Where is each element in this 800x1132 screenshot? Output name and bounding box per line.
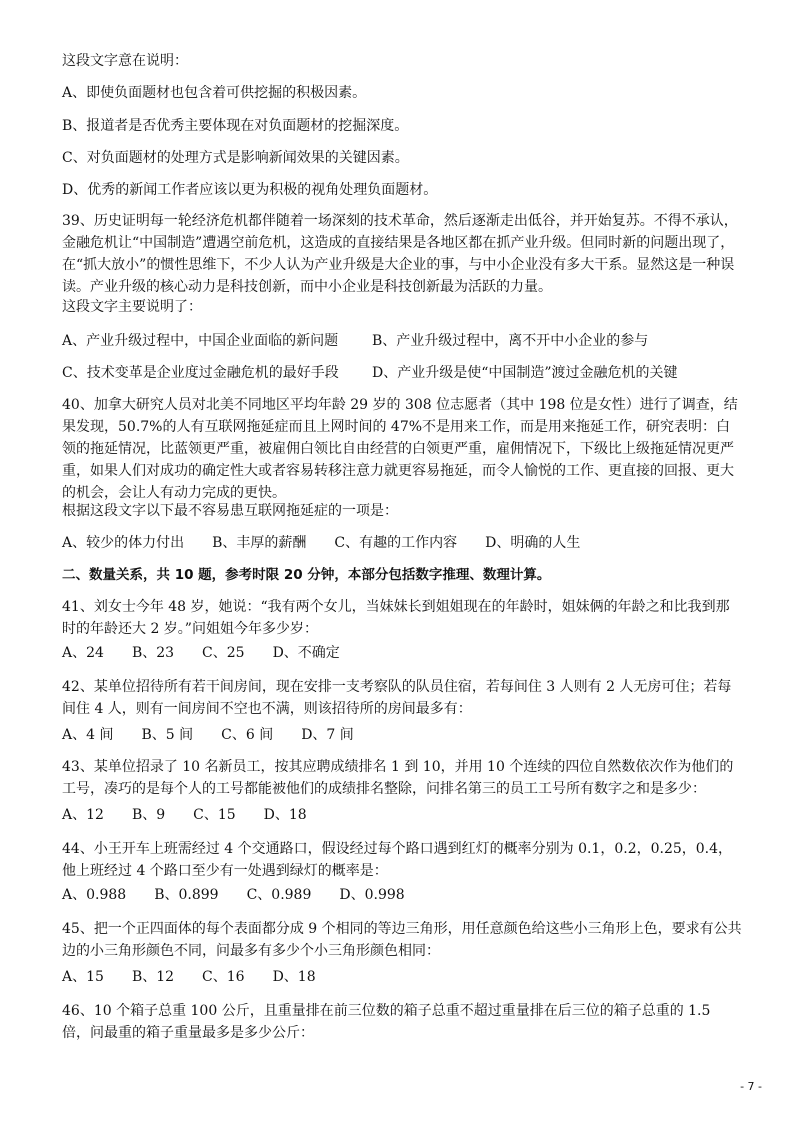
q39-option-a: A、产业升级过程中，中国企业面临的新问题 <box>62 333 339 349</box>
q44-option-b: B、0.899 <box>154 887 219 903</box>
q41-option-a: A、24 <box>62 645 104 661</box>
q38-option-b: B、报道者是否优秀主要体现在对负面题材的挖掘深度。 <box>62 118 409 134</box>
q39-options-2 <box>62 362 742 384</box>
q40-option-a: A、较少的体力付出 <box>62 535 185 551</box>
q42-option-b: B、5 间 <box>141 727 194 743</box>
q45-stem: 45、把一个正四面体的每个表面都分成 9 个相同的等边三角形，用任意颜色给这些小三角形上色，要求有公共边的小三角形颜色不同，问最多有多少个小三角形颜色相同： <box>62 921 742 959</box>
q41-option-b: B、23 <box>131 645 175 661</box>
q38-option-c: C、对负面题材的处理方式是影响新闻效果的关键因素。 <box>62 150 409 166</box>
q40-prompt: 根据这段文字以下最不容易患互联网拖延症的一项是： <box>62 503 398 519</box>
q44-option-a: A、0.988 <box>62 887 127 903</box>
q41-option-d: D、不确定 <box>272 645 340 661</box>
q44-option-c: C、0.989 <box>246 887 312 903</box>
q41-option-c: C、25 <box>202 645 245 661</box>
q40-stem: 40、加拿大研究人员对北美不同地区平均年龄 29 岁的 308 位志愿者（其中 198 位是女性）进行了调查，结果发现，50.7%的人有互联网拖延症而且上网时间的 47%不是用来工作，而是用来拖延工作，研究表明：白领的拖延情况，比蓝领更严重，被雇佣白领比自由经营的白领更严重，雇佣情况下，下级比上级拖延情况更严重，如果人们对成功的确定性大或者容易转移注意力就更容易拖延，而令人愉悦的工作、更直接的回报、更大的机会，会让人有动力完成的更快。 <box>62 397 738 501</box>
q44-option-d: D、0.998 <box>339 887 405 903</box>
section-heading: 二、数量关系，共 10 题，参考时限 20 分钟，本部分包括数字推理、数理计算。 <box>62 567 551 583</box>
q45-option-b: B、12 <box>131 969 175 985</box>
page-number: - 7 - <box>740 1080 762 1093</box>
q40-options <box>62 532 742 554</box>
q43-stem: 43、某单位招录了 10 名新员工，按其应聘成绩排名 1 到 10，并用 10 个连续的四位自然数依次作为他们的工号，凑巧的是每个人的工号都能被他们的成绩排名整除，问排名第三的员工工号所有数字之和是多少： <box>62 759 734 797</box>
q44-options <box>62 884 742 906</box>
q40-option-c: C、有趣的工作内容 <box>334 535 458 551</box>
q43-options <box>62 804 742 826</box>
q44-stem: 44、小王开车上班需经过 4 个交通路口，假设经过每个路口遇到红灯的概率分别为 0.1，0.2，0.25，0.4，他上班经过 4 个路口至少有一处遇到绿灯的概率是： <box>62 841 733 879</box>
q42-options <box>62 724 742 746</box>
q42-option-a: A、4 间 <box>62 727 114 743</box>
q42-stem: 42、某单位招待所有若干间房间，现在安排一支考察队的队员住宿，若每间住 3 人则有 2 人无房可住；若每间住 4 人，则有一间房间不空也不满，则该招待所的房间最多有： <box>62 679 732 717</box>
q42-option-c: C、6 间 <box>221 727 274 743</box>
q39-option-c: C、技术变革是企业度过金融危机的最好手段 <box>62 365 339 381</box>
q45-option-a: A、15 <box>62 969 104 985</box>
q43-option-d: D、18 <box>263 807 307 823</box>
q43-option-c: C、15 <box>193 807 236 823</box>
q45-options <box>62 966 742 988</box>
q38-option-a: A、即使负面题材也包含着可供挖掘的积极因素。 <box>62 85 367 101</box>
q41-stem: 41、刘女士今年 48 岁，她说：“我有两个女儿，当妹妹长到姐姐现在的年龄时，姐妹俩的年龄之和比我到那时的年龄还大 2 岁。”问姐姐今年多少岁： <box>62 599 730 637</box>
q45-option-d: D、18 <box>272 969 316 985</box>
q38-option-d: D、优秀的新闻工作者应该以更为积极的视角处理负面题材。 <box>62 182 438 198</box>
q40-option-d: D、明确的人生 <box>485 535 581 551</box>
q43-option-b: B、9 <box>131 807 166 823</box>
q39-stem: 39、历史证明每一轮经济危机都伴随着一场深刻的技术革命，然后逐渐走出低谷，并开始复苏。不得不承认，金融危机让“中国制造”遭遇空前危机，这造成的直接结果是各地区都在抓产业升级。但同时新的问题出现了，在“抓大放小”的惯性思维下，不少人认为产业升级是大企业的事，与中小企业没有多大干系。显然这是一种误读。产业升级的核心动力是科技创新，而中小企业是科技创新最为活跃的力量。 <box>62 213 738 295</box>
q38-prompt: 这段文字意在说明： <box>62 53 188 69</box>
q46-stem: 46、10 个箱子总重 100 公斤，且重量排在前三位数的箱子总重不超过重量排在后三位的箱子总重的 1.5 倍，问最重的箱子重量最多是多少公斤： <box>62 1003 711 1041</box>
q39-prompt: 这段文字主要说明了： <box>62 299 202 315</box>
q45-option-c: C、16 <box>202 969 245 985</box>
q39-option-d: D、产业升级是使“中国制造”渡过金融危机的关键 <box>372 365 678 381</box>
q39-option-b: B、产业升级过程中，离不开中小企业的参与 <box>372 333 649 349</box>
q43-option-a: A、12 <box>62 807 104 823</box>
q41-options <box>62 642 742 664</box>
q40-option-b: B、丰厚的薪酬 <box>212 535 307 551</box>
q42-option-d: D、7 间 <box>301 727 354 743</box>
q39-options <box>62 330 742 352</box>
